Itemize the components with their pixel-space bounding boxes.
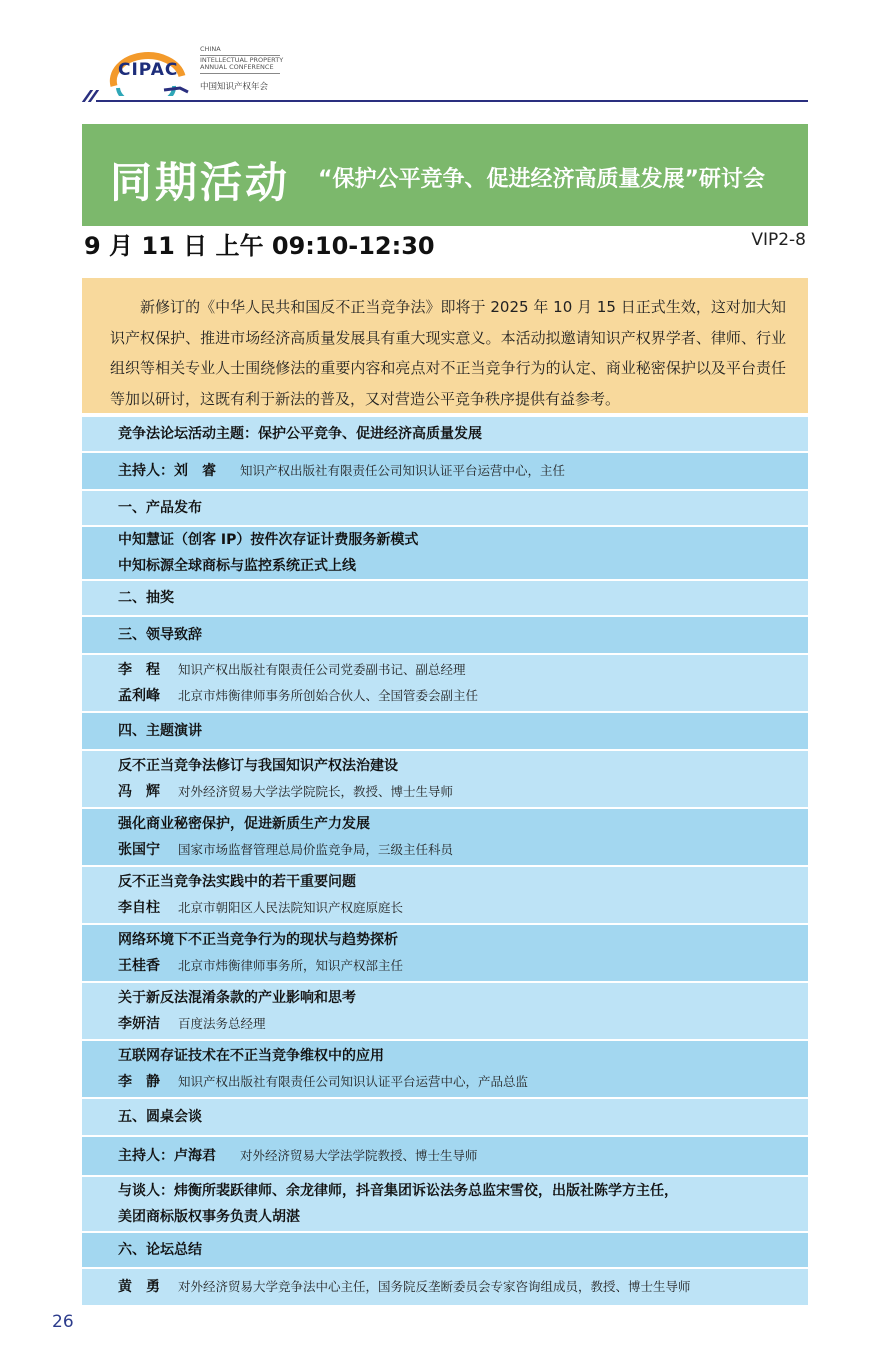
section-heading: 一、产品发布 — [82, 491, 808, 527]
section-heading: 六、论坛总结 — [82, 1233, 808, 1269]
speaker-title: 北京市炜衡律师事务所创始合伙人、全国管委会副主任 — [178, 688, 479, 703]
host-name: 主持人：刘 睿 — [118, 463, 216, 479]
banner-subtitle: “保护公平竞争、促进经济高质量发展”研讨会 — [318, 167, 765, 192]
panelists-line: 美团商标版权事务负责人胡湛 — [118, 1209, 300, 1225]
speaker-title: 知识产权出版社有限责任公司知识认证平台运营中心，产品总监 — [178, 1074, 529, 1089]
talk-row — [82, 1041, 808, 1099]
talk-row — [82, 809, 808, 867]
speaker-title: 北京市炜衡律师事务所，知识产权部主任 — [178, 958, 404, 973]
talk-row — [82, 867, 808, 925]
moderator-title: 对外经济贸易大学法学院教授、博士生导师 — [240, 1148, 478, 1163]
talk-row — [82, 983, 808, 1041]
banner-title: 同期活动 — [110, 158, 291, 207]
product-release-row — [82, 527, 808, 581]
agenda-table — [82, 417, 808, 1307]
talk-title: 反不正当竞争法实践中的若干重要问题 — [118, 874, 356, 890]
moderator-name: 主持人：卢海君 — [118, 1148, 216, 1164]
speaker-title: 对外经济贸易大学竞争法中心主任，国务院反垄断委员会专家咨询组成员，教授、博士生导师 — [178, 1279, 691, 1294]
header-rule — [96, 100, 808, 102]
talk-row — [82, 925, 808, 983]
conference-header — [82, 42, 808, 104]
event-banner — [82, 124, 808, 226]
session-venue: VIP2-8 — [751, 230, 806, 250]
talk-title: 强化商业秘密保护，促进新质生产力发展 — [118, 816, 370, 832]
panelists-line: 与谈人：炜衡所裴跃律师、余龙律师，抖音集团诉讼法务总监宋雪佼，出版社陈学方主任， — [118, 1183, 678, 1199]
speaker-name: 李自柱 — [118, 900, 160, 916]
agenda-theme-row — [82, 417, 808, 453]
section-heading: 五、圆桌会谈 — [82, 1099, 808, 1137]
speaker-name: 王桂香 — [118, 958, 160, 974]
speaker-name: 黄 勇 — [118, 1279, 160, 1295]
speaker-name: 张国宁 — [118, 842, 160, 858]
section-heading: 二、抽奖 — [82, 581, 808, 617]
section-heading: 三、领导致辞 — [82, 617, 808, 655]
speaker-title: 百度法务总经理 — [178, 1016, 266, 1031]
speaker-name: 孟利峰 — [118, 688, 160, 704]
speaker-title: 对外经济贸易大学法学院院长，教授、博士生导师 — [178, 784, 454, 799]
talk-title: 网络环境下不正当竞争行为的现状与趋势探析 — [118, 932, 398, 948]
speaker-name: 冯 辉 — [118, 784, 160, 800]
agenda-host-row — [82, 453, 808, 491]
forum-theme: 竞争法论坛活动主题：保护公平竞争、促进经济高质量发展 — [118, 426, 482, 442]
talk-title: 反不正当竞争法修订与我国知识产权法治建设 — [118, 758, 398, 774]
session-datetime: 9 月 11 日 上午 09:10-12:30 — [84, 232, 435, 260]
intro-paragraph: 新修订的《中华人民共和国反不正当竞争法》即将于 2025 年 10 月 15 日正式生效，这对加大知识产权保护、推进市场经济高质量发展具有重大现实意义。本活动拟邀请知识产权界学者、律师、行业组织等相关专业人士围绕修法的重要内容和亮点对不正当竞争行为的认定、商业秘密保护以及平台责任等加以研讨，这既有利于新法的普及，又对营造公平竞争秩序提供有益参考。 — [82, 278, 808, 413]
moderator-row — [82, 1137, 808, 1177]
talk-row — [82, 751, 808, 809]
speaker-title: 知识产权出版社有限责任公司党委副书记、副总经理 — [178, 662, 466, 677]
speaker-name: 李妍洁 — [118, 1016, 160, 1032]
talk-title: 互联网存证技术在不正当竞争维权中的应用 — [118, 1048, 384, 1064]
panelists-row — [82, 1177, 808, 1233]
section-heading: 四、主题演讲 — [82, 713, 808, 751]
list-item: 中知慧证（创客 IP）按件次存证计费服务新模式 — [118, 532, 419, 548]
speaker-title: 北京市朝阳区人民法院知识产权庭原庭长 — [178, 900, 404, 915]
logo-english-name: CHINA INTELLECTUAL PROPERTY ANNUAL CONFERENCE — [200, 46, 283, 75]
host-title: 知识产权出版社有限责任公司知识认证平台运营中心，主任 — [240, 463, 566, 478]
closing-row — [82, 1269, 808, 1307]
talk-title: 关于新反法混淆条款的产业影响和思考 — [118, 990, 356, 1006]
list-item: 中知标源全球商标与监控系统正式上线 — [118, 558, 356, 574]
speaker-name: 李 静 — [118, 1074, 160, 1090]
leaders-row — [82, 655, 808, 713]
speaker-title: 国家市场监督管理总局价监竞争局，三级主任科员 — [178, 842, 454, 857]
logo-wordmark: CIPAC — [118, 60, 179, 80]
speaker-name: 李 程 — [118, 662, 160, 678]
logo-chinese-name: 中国知识产权年会 — [200, 82, 269, 92]
page-number: 26 — [52, 1312, 74, 1332]
